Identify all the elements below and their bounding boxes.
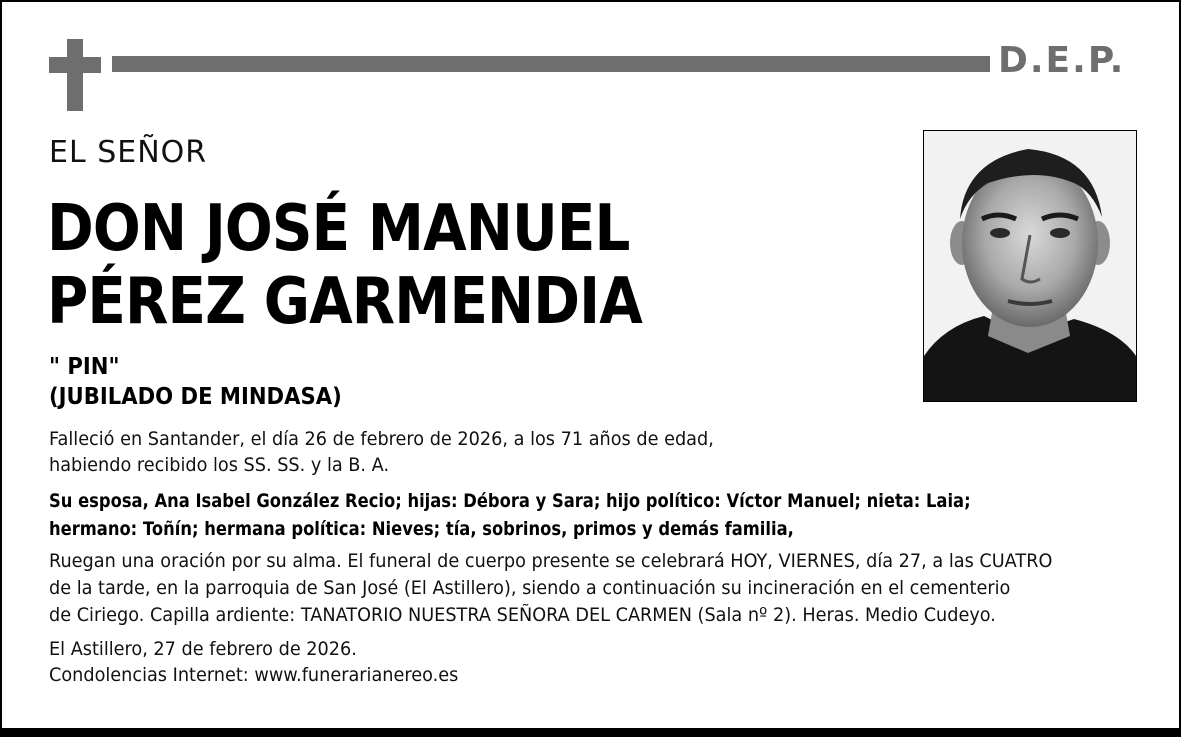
death-notice-line2: habiendo recibido los SS. SS. y la B. A.: [49, 454, 390, 476]
funeral-line3: de Ciriego. Capilla ardiente: TANATORIO NUESTRA SEÑORA DEL CARMEN (Sala nº 2). Heras. Medio Cudeyo.: [49, 604, 996, 626]
deceased-portrait-photo: [923, 130, 1137, 402]
family-line2: hermano: Toñín; hermana política: Nieves; tía, sobrinos, primos y demás familia,: [49, 518, 794, 540]
deceased-name-line1: DON JOSÉ MANUEL: [47, 192, 630, 266]
deceased-nickname: " PIN": [49, 354, 120, 380]
deceased-name-line2: PÉREZ GARMENDIA: [47, 265, 642, 339]
funeral-line2: de la tarde, en la parroquia de San José (El Astillero), siendo a continuación su incineración en el cementerio: [49, 577, 1011, 599]
funeral-line1: Ruegan una oración por su alma. El funeral de cuerpo presente se celebrará HOY, VIERNES, día 27, a las CUATRO: [49, 550, 1053, 572]
family-line1: Su esposa, Ana Isabel González Recio; hijas: Débora y Sara; hijo político: Víctor Manuel; nieta: Laia;: [49, 490, 971, 512]
honorific-label: EL SEÑOR: [49, 135, 208, 170]
dep-label: D.E.P.: [998, 40, 1126, 81]
header-rule: [112, 56, 990, 72]
death-notice-line1: Falleció en Santander, el día 26 de febrero de 2026, a los 71 años de edad,: [49, 428, 714, 450]
deceased-occupation: (JUBILADO DE MINDASA): [49, 384, 342, 410]
condolences-website: Condolencias Internet: www.funerarianereo.es: [49, 664, 459, 686]
place-date: El Astillero, 27 de febrero de 2026.: [49, 638, 357, 660]
cross-icon: [49, 39, 101, 111]
